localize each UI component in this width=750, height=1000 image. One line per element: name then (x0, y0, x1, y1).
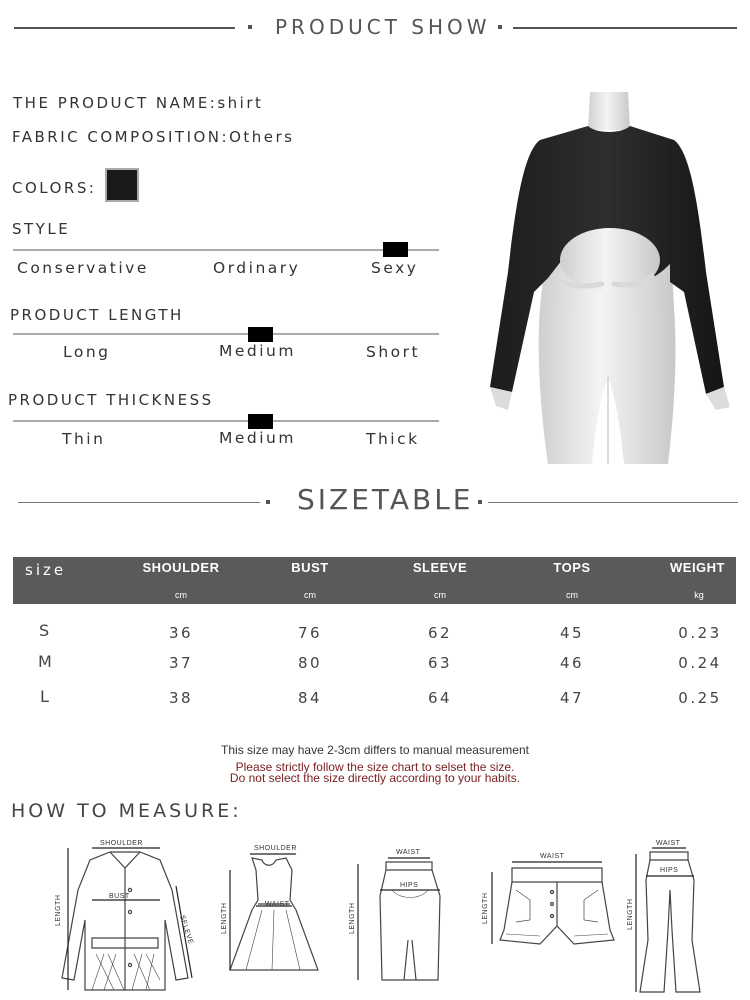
style-scale-marker (383, 242, 408, 257)
product-photo (478, 92, 740, 464)
thickness-scale-track (13, 420, 439, 422)
jacket-shoulder-label: SHOULDER (100, 840, 143, 847)
length-option-medium: Medium (219, 342, 296, 360)
skirt-waist-label: WAIST (396, 849, 421, 856)
size-table-header (13, 557, 736, 604)
row-l-tops: 47 (559, 689, 585, 707)
row-m-shoulder: 37 (168, 654, 194, 672)
length-scale-marker (248, 327, 273, 342)
note-habits: Do not select the size directly according to your habits. (229, 771, 521, 785)
pants-waist-label: WAIST (656, 840, 681, 847)
column-header-tops: TOPS (553, 560, 591, 575)
thickness-label: PRODUCT THICKNESS (8, 391, 214, 409)
fabric-value: Others (229, 128, 295, 146)
mannequin-top-illustration (478, 92, 740, 464)
shorts-diagram (492, 862, 614, 944)
row-s-bust: 76 (297, 624, 323, 642)
column-header-sleeve: SLEEVE (412, 560, 468, 575)
product-name-label: THE PRODUCT NAME: (13, 94, 218, 112)
length-option-long: Long (63, 343, 111, 361)
row-s-sleeve: 62 (427, 624, 453, 642)
thickness-option-thick: Thick (366, 430, 420, 448)
row-l-shoulder: 38 (168, 689, 194, 707)
row-l-sleeve: 64 (427, 689, 453, 707)
jacket-sleeve-label: SELEVE (178, 914, 195, 946)
style-option-ordinary: Ordinary (213, 259, 301, 277)
row-l-weight: 0.25 (678, 689, 722, 707)
row-m-weight: 0.24 (678, 654, 722, 672)
length-scale-track (13, 333, 439, 335)
thickness-option-thin: Thin (62, 430, 106, 448)
jacket-bust-label: BUST (109, 893, 130, 900)
column-header-shoulder: SHOULDER (142, 560, 220, 575)
dress-length-label: LENGTH (221, 902, 228, 934)
header-dot-left (248, 25, 252, 29)
header-line-right (513, 27, 737, 29)
unit-sleeve: cm (434, 590, 446, 600)
unit-shoulder: cm (175, 590, 187, 600)
pants-hips-label: HIPS (660, 867, 679, 874)
thickness-option-medium: Medium (219, 429, 296, 447)
fabric-label: FABRIC COMPOSITION: (12, 128, 230, 146)
sizetable-line-left (18, 502, 260, 503)
sizetable-dot-right (478, 500, 482, 504)
color-swatch-black[interactable] (105, 168, 139, 202)
style-option-sexy: Sexy (371, 259, 419, 277)
row-s-weight: 0.23 (678, 624, 722, 642)
shorts-waist-label: WAIST (540, 853, 565, 860)
sizetable-line-right (488, 502, 738, 503)
skirt-hips-label: HIPS (400, 882, 419, 889)
unit-weight: kg (694, 590, 704, 600)
measure-diagrams (0, 830, 750, 1000)
skirt-length-label: LENGTH (349, 902, 356, 934)
jacket-length-label: LENGTH (55, 894, 62, 926)
row-s-size: S (39, 621, 50, 640)
row-s-tops: 45 (559, 624, 585, 642)
jacket-diagram (62, 848, 195, 990)
style-option-conservative: Conservative (17, 259, 149, 277)
length-label: PRODUCT LENGTH (10, 306, 184, 324)
unit-tops: cm (566, 590, 578, 600)
column-header-weight: WEIGHT (670, 560, 725, 575)
style-scale-track (13, 249, 439, 251)
unit-bust: cm (304, 590, 316, 600)
column-header-bust: BUST (291, 560, 329, 575)
dress-diagram (230, 854, 318, 970)
dress-waist-label: WAIST (265, 901, 290, 908)
size-column-header: size (25, 561, 67, 579)
row-s-shoulder: 36 (168, 624, 194, 642)
row-l-bust: 84 (297, 689, 323, 707)
style-label: STYLE (12, 220, 71, 238)
product-name-value: shirt (217, 94, 264, 112)
row-m-sleeve: 63 (427, 654, 453, 672)
note-measurement: This size may have 2-3cm differs to manual measurement (221, 743, 529, 757)
row-l-size: L (40, 687, 49, 706)
row-m-bust: 80 (297, 654, 323, 672)
colors-label: COLORS: (12, 179, 97, 197)
skirt-diagram (358, 858, 440, 980)
dress-shoulder-label: SHOULDER (254, 845, 297, 852)
sizetable-dot-left (266, 500, 270, 504)
header-line-left (14, 27, 235, 29)
length-option-short: Short (366, 343, 421, 361)
note-follow-chart: Please strictly follow the size chart to selset the size. (235, 760, 515, 774)
product-name (13, 94, 263, 112)
how-to-measure-title: HOW TO MEASURE: (11, 800, 242, 822)
header-dot-right (498, 25, 502, 29)
page-title: PRODUCT SHOW (275, 15, 491, 39)
row-m-size: M (38, 652, 52, 671)
shorts-length-label: LENGTH (482, 892, 489, 924)
thickness-scale-marker (248, 414, 273, 429)
pants-length-label: LENGTH (627, 898, 634, 930)
row-m-tops: 46 (559, 654, 585, 672)
sizetable-title: SIZETABLE (297, 483, 474, 516)
fabric-composition (12, 128, 294, 146)
